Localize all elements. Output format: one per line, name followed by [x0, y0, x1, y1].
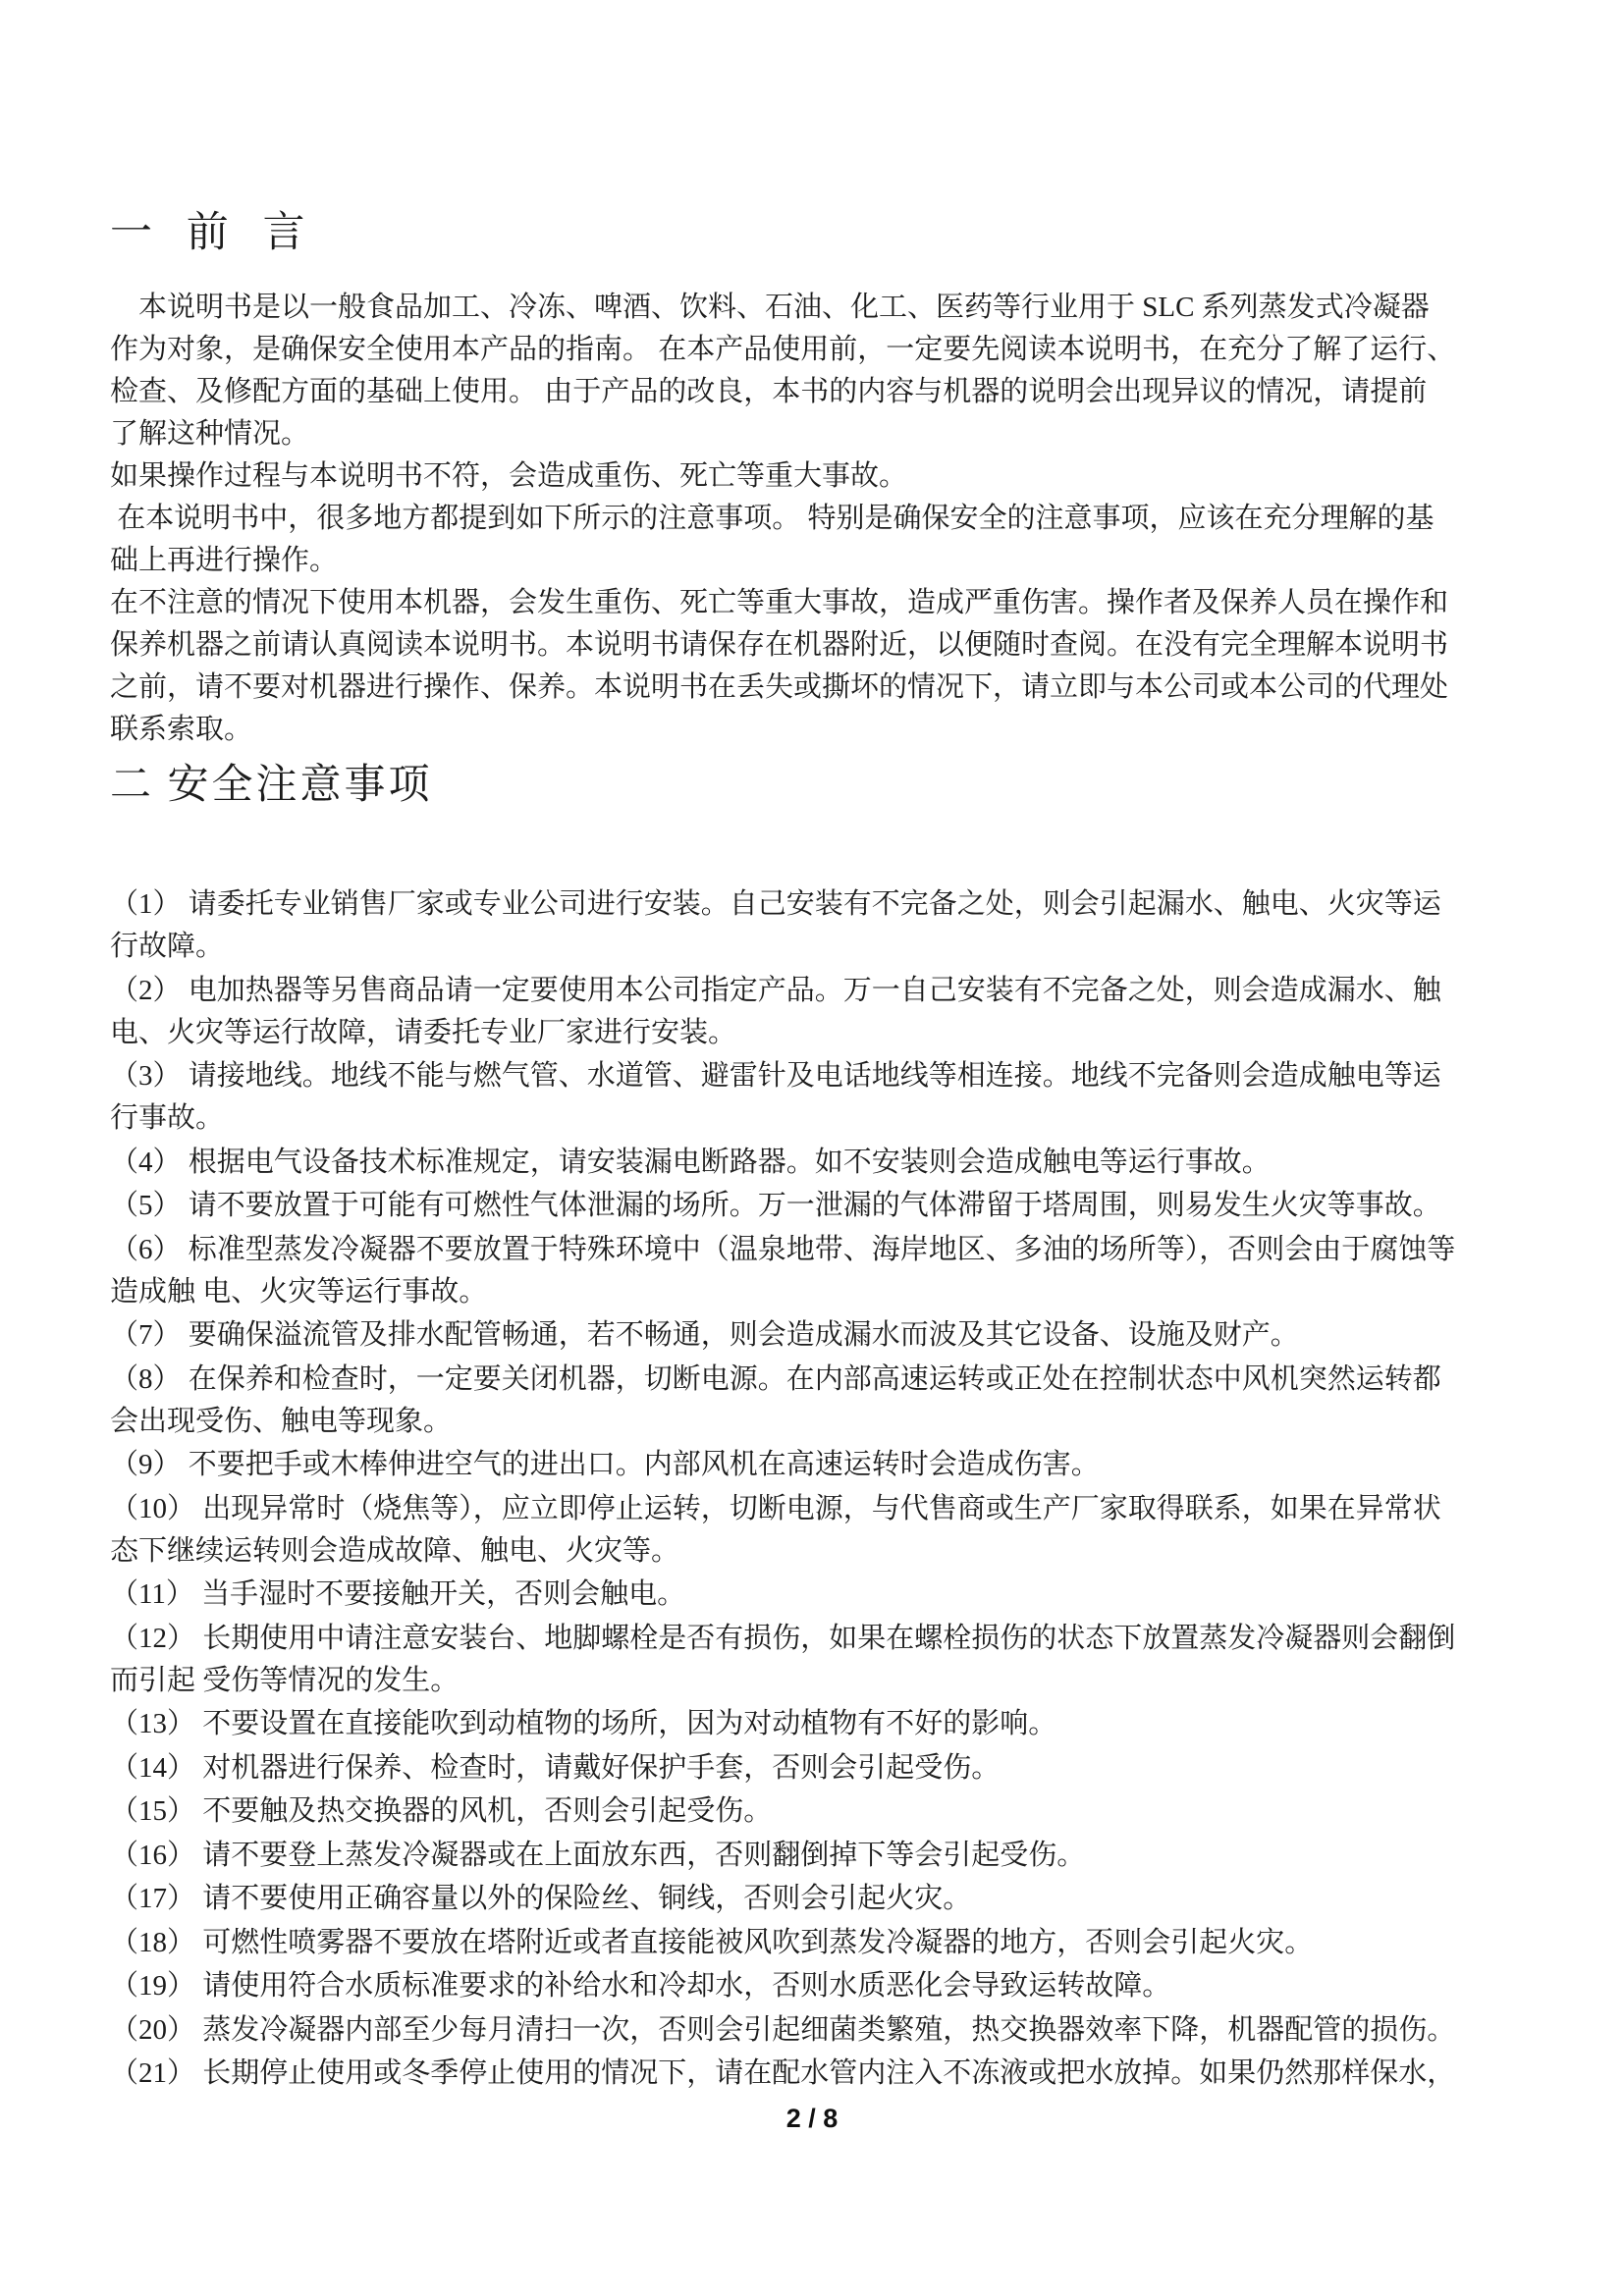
- text-line: 电、火灾等运行故障，请委托专业厂家进行安装。: [110, 1016, 737, 1048]
- text-line: （15） 不要触及热交换器的风机，否则会引起受伤。: [110, 1795, 773, 1827]
- safety-item: [110, 1444, 1543, 1486]
- text-line: （1） 请委托专业销售厂家或专业公司进行安装。自己安装有不完备之处，则会引起漏水、触电、火灾等运: [110, 888, 1441, 920]
- safety-item: [110, 970, 1543, 1054]
- safety-item: [110, 1965, 1543, 2007]
- page-number: 2 / 8: [785, 2104, 839, 2133]
- text-line: 保养机器之前请认真阅读本说明书。本说明书请保存在机器附近，以便随时查阅。在没有完全理解本说明书: [110, 629, 1449, 661]
- text-line: 造成触 电、火灾等运行事故。: [110, 1275, 488, 1308]
- text-line: （5） 请不要放置于可能有可燃性气体泄漏的场所。万一泄漏的气体滞留于塔周围，则易发生火灾等事故。: [110, 1190, 1441, 1221]
- text-line: （12） 长期使用中请注意安装台、地脚螺栓是否有损伤，如果在螺栓损伤的状态下放置蒸发冷凝器则会翻倒: [110, 1622, 1456, 1654]
- safety-item: [110, 1922, 1543, 1964]
- text-line: 联系索取。: [110, 714, 253, 745]
- text-line: （17） 请不要使用正确容量以外的保险丝、铜线，否则会引起火灾。: [110, 1883, 972, 1914]
- text-line: 态下继续运转则会造成故障、触电、火灾等。: [110, 1534, 680, 1567]
- text-line: 行事故。: [110, 1102, 225, 1134]
- text-line: （18） 可燃性喷雾器不要放在塔附近或者直接能被风吹到蒸发冷凝器的地方，否则会引起火灾。: [110, 1926, 1314, 1958]
- text-line: （7） 要确保溢流管及排水配管畅通，若不畅通，则会造成漏水而波及其它设备、设施及财产。: [110, 1319, 1299, 1351]
- text-line: （16） 请不要登上蒸发冷凝器或在上面放东西，否则翻倒掉下等会引起受伤。: [110, 1839, 1086, 1871]
- text-line: （19） 请使用符合水质标准要求的补给水和冷却水，否则水质恶化会导致运转故障。: [110, 1970, 1171, 2002]
- text-line: 本说明书是以一般食品加工、冷冻、啤酒、饮料、石油、化工、医药等行业用于 SLC 系列蒸发式冷凝器: [110, 292, 1430, 323]
- text-line: （2） 电加热器等另售商品请一定要使用本公司指定产品。万一自己安装有不完备之处，则会造成漏水、触: [110, 974, 1441, 1006]
- text-line: （14） 对机器进行保养、检查时，请戴好保护手套，否则会引起受伤。: [110, 1751, 1001, 1784]
- preface-paragraphs: [110, 287, 1543, 751]
- safety-item: [110, 2009, 1543, 2052]
- safety-item: [110, 1314, 1543, 1357]
- text-line: 础上再进行操作。: [110, 545, 339, 576]
- safety-item: [110, 1229, 1543, 1313]
- text-line: 作为对象，是确保安全使用本产品的指南。 在本产品使用前，一定要先阅读本说明书，在充分了解了运行、: [110, 334, 1456, 365]
- text-line: 会出现受伤、触电等现象。: [110, 1405, 453, 1437]
- text-line: （13） 不要设置在直接能吹到动植物的场所，因为对动植物有不好的影响。: [110, 1708, 1057, 1739]
- safety-item: [110, 1359, 1543, 1443]
- safety-item: [110, 1703, 1543, 1745]
- safety-item: [110, 1835, 1543, 1877]
- safety-item: [110, 1142, 1543, 1184]
- safety-item: [110, 1618, 1543, 1702]
- preface-heading: 一 前 言: [110, 210, 317, 256]
- safety-item: [110, 1747, 1543, 1789]
- safety-item: [110, 1574, 1543, 1616]
- text-line: （3） 请接地线。地线不能与燃气管、水道管、避雷针及电话地线等相连接。地线不完备则会造成触电等运: [110, 1060, 1441, 1092]
- text-line: （20） 蒸发冷凝器内部至少每月清扫一次，否则会引起细菌类繁殖，热交换器效率下降，机器配管的损伤。: [110, 2013, 1456, 2046]
- safety-item: [110, 1055, 1543, 1140]
- text-line: 而引起 受伤等情况的发生。: [110, 1664, 460, 1696]
- text-line: 检查、及修配方面的基础上使用。 由于产品的改良，本书的内容与机器的说明会出现异议的情况，请提前: [110, 376, 1428, 407]
- safety-item: [110, 1878, 1543, 1920]
- text-line: 了解这种情况。: [110, 418, 310, 450]
- text-line: （9） 不要把手或木棒伸进空气的进出口。内部风机在高速运转时会造成伤害。: [110, 1449, 1100, 1480]
- text-line: （10） 出现异常时（烧焦等），应立即停止运转，切断电源，与代售商或生产厂家取得联系，如果在异常状: [110, 1492, 1441, 1524]
- text-line: 行故障。: [110, 931, 225, 962]
- text-line: 如果操作过程与本说明书不符，会造成重伤、死亡等重大事故。: [110, 460, 908, 492]
- text-line: （11） 当手湿时不要接触开关，否则会触电。: [110, 1578, 686, 1610]
- text-line: 之前，请不要对机器进行操作、保养。本说明书在丢失或撕坏的情况下，请立即与本公司或本公司的代理处: [110, 671, 1449, 703]
- text-line: （4） 根据电气设备技术标准规定，请安装漏电断路器。如不安装则会造成触电等运行事故。: [110, 1146, 1271, 1178]
- safety-item: [110, 1185, 1543, 1227]
- safety-items: [110, 883, 1543, 2097]
- text-line: 在本说明书中，很多地方都提到如下所示的注意事项。 特别是确保安全的注意事项，应该在充分理解的基: [110, 503, 1435, 534]
- text-line: （6） 标准型蒸发冷凝器不要放置于特殊环境中（温泉地带、海岸地区、多油的场所等），否则会由于腐蚀等: [110, 1233, 1456, 1265]
- safety-heading: 二 安全注意事项: [110, 763, 433, 808]
- safety-item: [110, 1488, 1543, 1573]
- safety-item: [110, 1790, 1543, 1833]
- text-line: （8） 在保养和检查时，一定要关闭机器，切断电源。在内部高速运转或正处在控制状态中风机突然运转都: [110, 1362, 1441, 1395]
- text-line: （21） 长期停止使用或冬季停止使用的情况下，请在配水管内注入不冻液或把水放掉。如果仍然那样保水，: [110, 2057, 1456, 2089]
- safety-item: [110, 2053, 1543, 2095]
- text-line: 在不注意的情况下使用本机器，会发生重伤、死亡等重大事故，造成严重伤害。操作者及保养人员在操作和: [110, 587, 1449, 618]
- safety-item: [110, 883, 1543, 968]
